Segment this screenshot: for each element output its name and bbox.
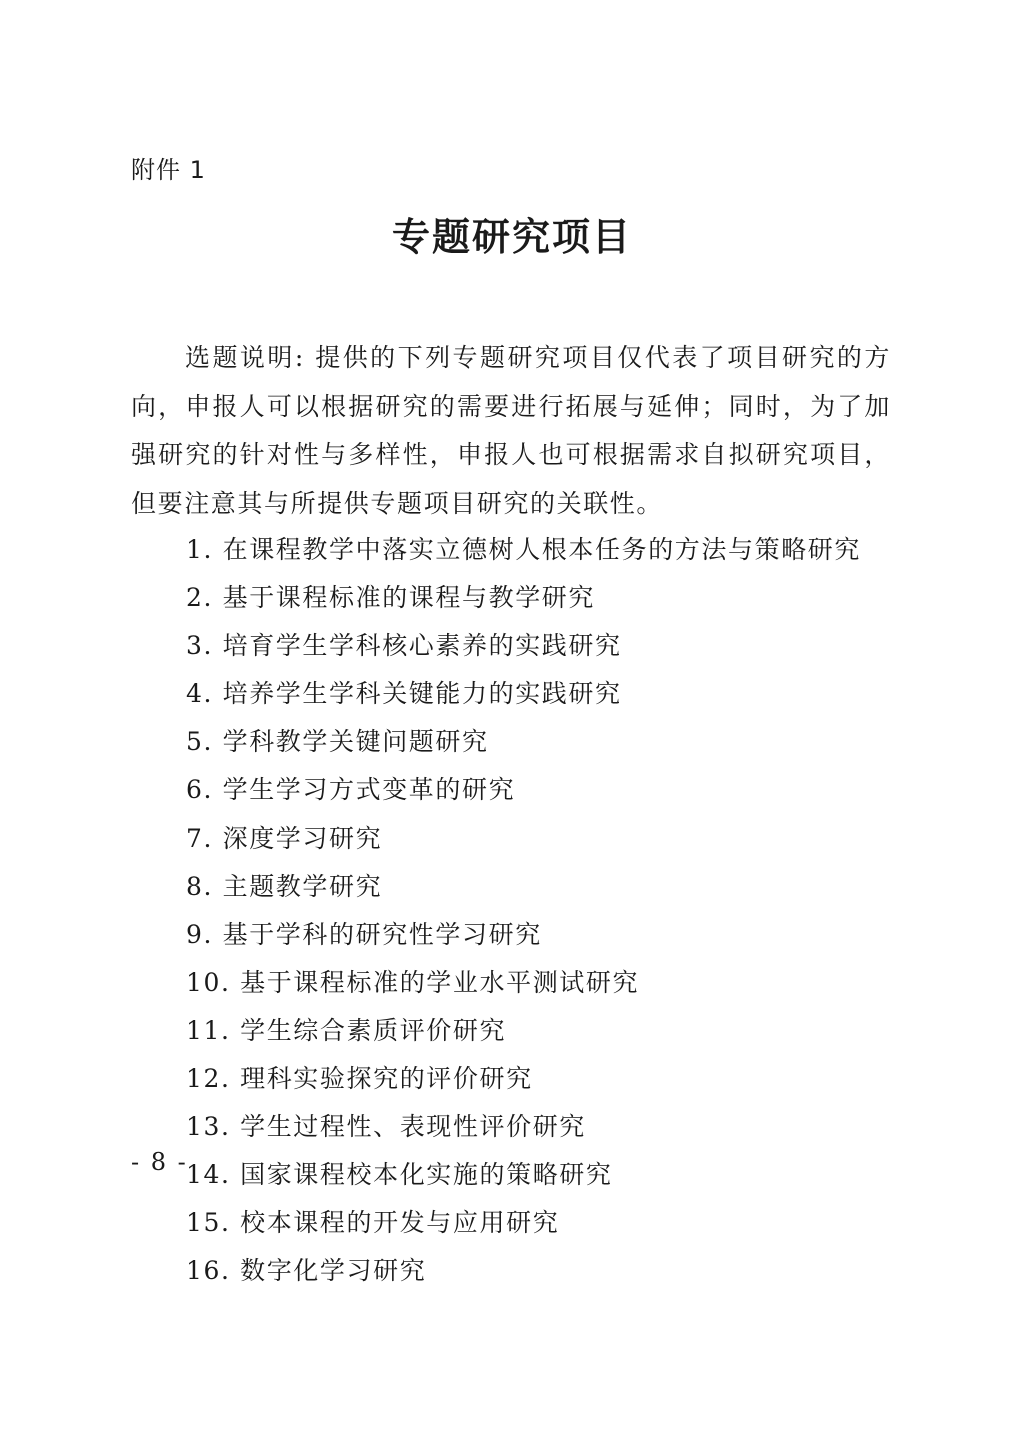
topic-item-2: 2. 基于课程标准的课程与教学研究 — [186, 583, 596, 613]
topic-item-3: 3. 培育学生学科核心素养的实践研究 — [186, 631, 622, 661]
intro-paragraph: 选题说明: 提供的下列专题研究项目仅代表了项目研究的方向，申报人可以根据研究的需要进行拓展与延伸；同时，为了加强研究的针对性与多样性，申报人也可根据需求自拟研究项目，但要注意其与所提供专题项目研究的关联性。 — [131, 343, 891, 518]
page-title: 专题研究项目 — [391, 214, 632, 259]
topic-item-13: 13. 学生过程性、表现性评价研究 — [186, 1112, 586, 1142]
topic-item-4: 4. 培养学生学科关键能力的实践研究 — [186, 679, 622, 709]
topic-item-15: 15. 校本课程的开发与应用研究 — [186, 1208, 560, 1238]
topic-item-9: 9. 基于学科的研究性学习研究 — [186, 919, 542, 949]
attachment-label: 附件 1 — [131, 156, 206, 184]
topic-item-8: 8. 主题教学研究 — [186, 871, 383, 901]
topic-item-7: 7. 深度学习研究 — [186, 823, 383, 853]
topic-item-6: 6. 学生学习方式变革的研究 — [186, 775, 516, 805]
page-number: - 8 - — [131, 1148, 188, 1176]
topic-item-11: 11. 学生综合素质评价研究 — [186, 1015, 507, 1045]
topic-list — [186, 526, 861, 1296]
topic-item-1: 1. 在课程教学中落实立德树人根本任务的方法与策略研究 — [186, 535, 862, 564]
topic-item-12: 12. 理科实验探究的评价研究 — [186, 1064, 533, 1094]
topic-item-5: 5. 学科教学关键问题研究 — [186, 727, 489, 757]
topic-item-14: 14. 国家课程校本化实施的策略研究 — [186, 1160, 613, 1190]
topic-item-10: 10. 基于课程标准的学业水平测试研究 — [186, 967, 640, 997]
topic-item-16: 16. 数字化学习研究 — [186, 1256, 427, 1286]
